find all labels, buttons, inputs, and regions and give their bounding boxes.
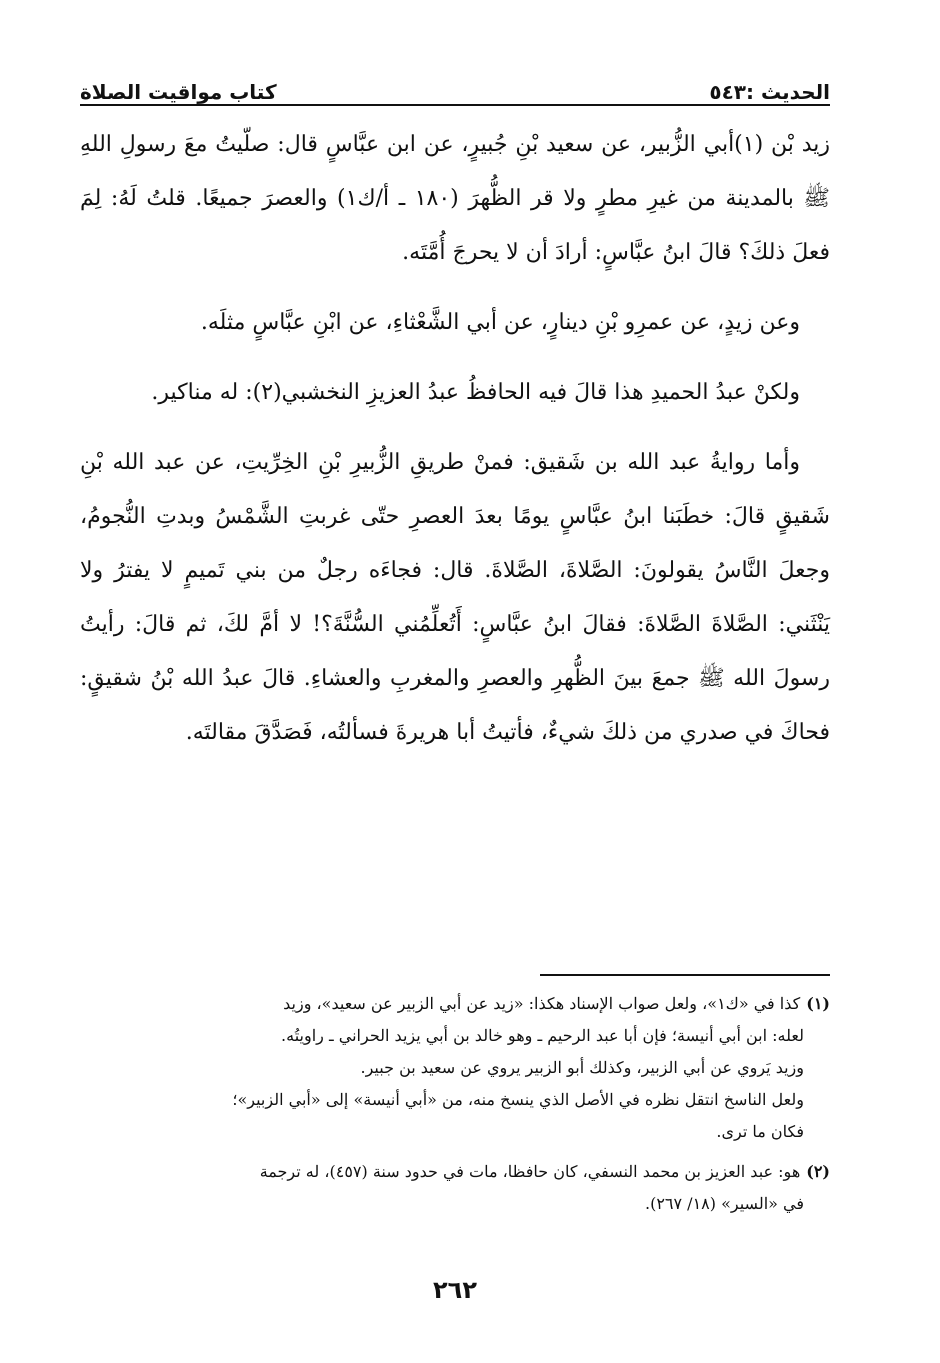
paragraph-3: ولكنْ عبدُ الحميدِ هذا قالَ فيه الحافظُ عبدُ العزيزِ النخشبي(٢): له مناكير. [151, 380, 800, 405]
footnote-number: (٢) [806, 1162, 830, 1181]
paragraph-4: وأما روايةُ عبد الله بن شَقيق: فمنْ طريقِ الزُّبيرِ بْنِ الخِرِّيتِ، عن عبد الله بْنِ شَقيقٍ قالَ: خطَبَنا ابنُ عبَّاسٍ يومًا بعدَ العصرِ حتّى غربتِ الشَّمْسُ وبدتِ النُّجومُ، وجعلَ النَّاسُ يقولونَ: الصَّلاةَ، الصَّلاةَ. قال: فجاءَه رجلٌ من بني تَميمٍ لا يفترُ ولا يَنْثَني: الصَّلاةَ الصَّلاةَ: فقالَ ابنُ عبَّاسٍ: أَتُعلِّمُني السُّنَّةَ؟! لا أمَّ لكَ، ثم قالَ: رأيتُ رسولَ الله ﷺ جمعَ بينَ الظُّهرِ والعصرِ والمغربِ والعشاءِ. قالَ عبدُ الله بْنُ شقيقٍ: فحاكَ في صدري من ذلكَ شيءٌ، فأتيتُ أبا هريرةَ فسألتُه، فَصَدَّقَ مقالتَه. [80, 450, 830, 745]
header-rule [80, 104, 830, 106]
footnote-line [80, 988, 830, 1020]
footnote-line: في «السير» (١٨/ ٢٦٧). [644, 1194, 804, 1213]
book-page [80, 60, 830, 1320]
footnote-line: فكان ما ترى. [716, 1122, 804, 1141]
paragraph-1: زيد بْن (١)أبي الزُّبير، عن سعيد بْنِ جُبيرٍ، عن ابن عبَّاسٍ قال: صلّيتُ معَ رسولِ اللهِ ﷺ بالمدينة من غيرِ مطرٍ ولا قر الظُّهرَ (١٨٠ ـ أ/ك١) والعصرَ جميعًا. قلتُ لَهُ: لِمَ فعلَ ذلكَ؟ قالَ ابنُ عبَّاسٍ: أرادَ أن لا يحرجَ أُمَّتَه. [80, 132, 830, 265]
footnote-separator [540, 974, 830, 976]
page-number: ٢٦٢ [433, 1276, 477, 1304]
footnote-line: ولعل الناسخ انتقل نظره في الأصل الذي ينسخ منه، من «أبي أنيسة» إلى «أبي الزبير»؛ [232, 1090, 804, 1109]
footnote-1 [80, 988, 830, 1148]
main-text [80, 118, 830, 776]
footnote-number: (١) [806, 994, 830, 1013]
hadith-number-label: الحديث :٥٤٣ [709, 80, 830, 104]
footnote-text: هو: عبد العزيز بن محمد النسفي، كان حافظا، مات في حدود سنة (٤٥٧)، له ترجمة [259, 1162, 801, 1181]
footnote-line: وزيد يَروي عن أبي الزبير، وكذلك أبو الزبير يروي عن سعيد بن جبير. [360, 1058, 804, 1077]
footnote-text: كذا في «ك١»، ولعل صواب الإسناد هكذا: «زيد عن أبي الزبير عن سعيد»، وزيد [283, 994, 801, 1013]
running-head [80, 72, 830, 112]
footnote-line: لعله: ابن أبي أنيسة؛ فإن أبا عبد الرحيم ـ وهو خالد بن أبي يزيد الحراني ـ راويتُه. [281, 1026, 804, 1045]
footnote-2 [80, 1156, 830, 1220]
paragraph-2: وعن زيدٍ، عن عمرِو بْنِ دينارٍ، عن أبي الشَّعْثاءِ، عن ابْنِ عبَّاسٍ مثلَه. [200, 310, 800, 335]
book-title: كتاب مواقيت الصلاة [80, 80, 277, 104]
footnote-line [80, 1156, 830, 1188]
footnotes [80, 988, 830, 1228]
